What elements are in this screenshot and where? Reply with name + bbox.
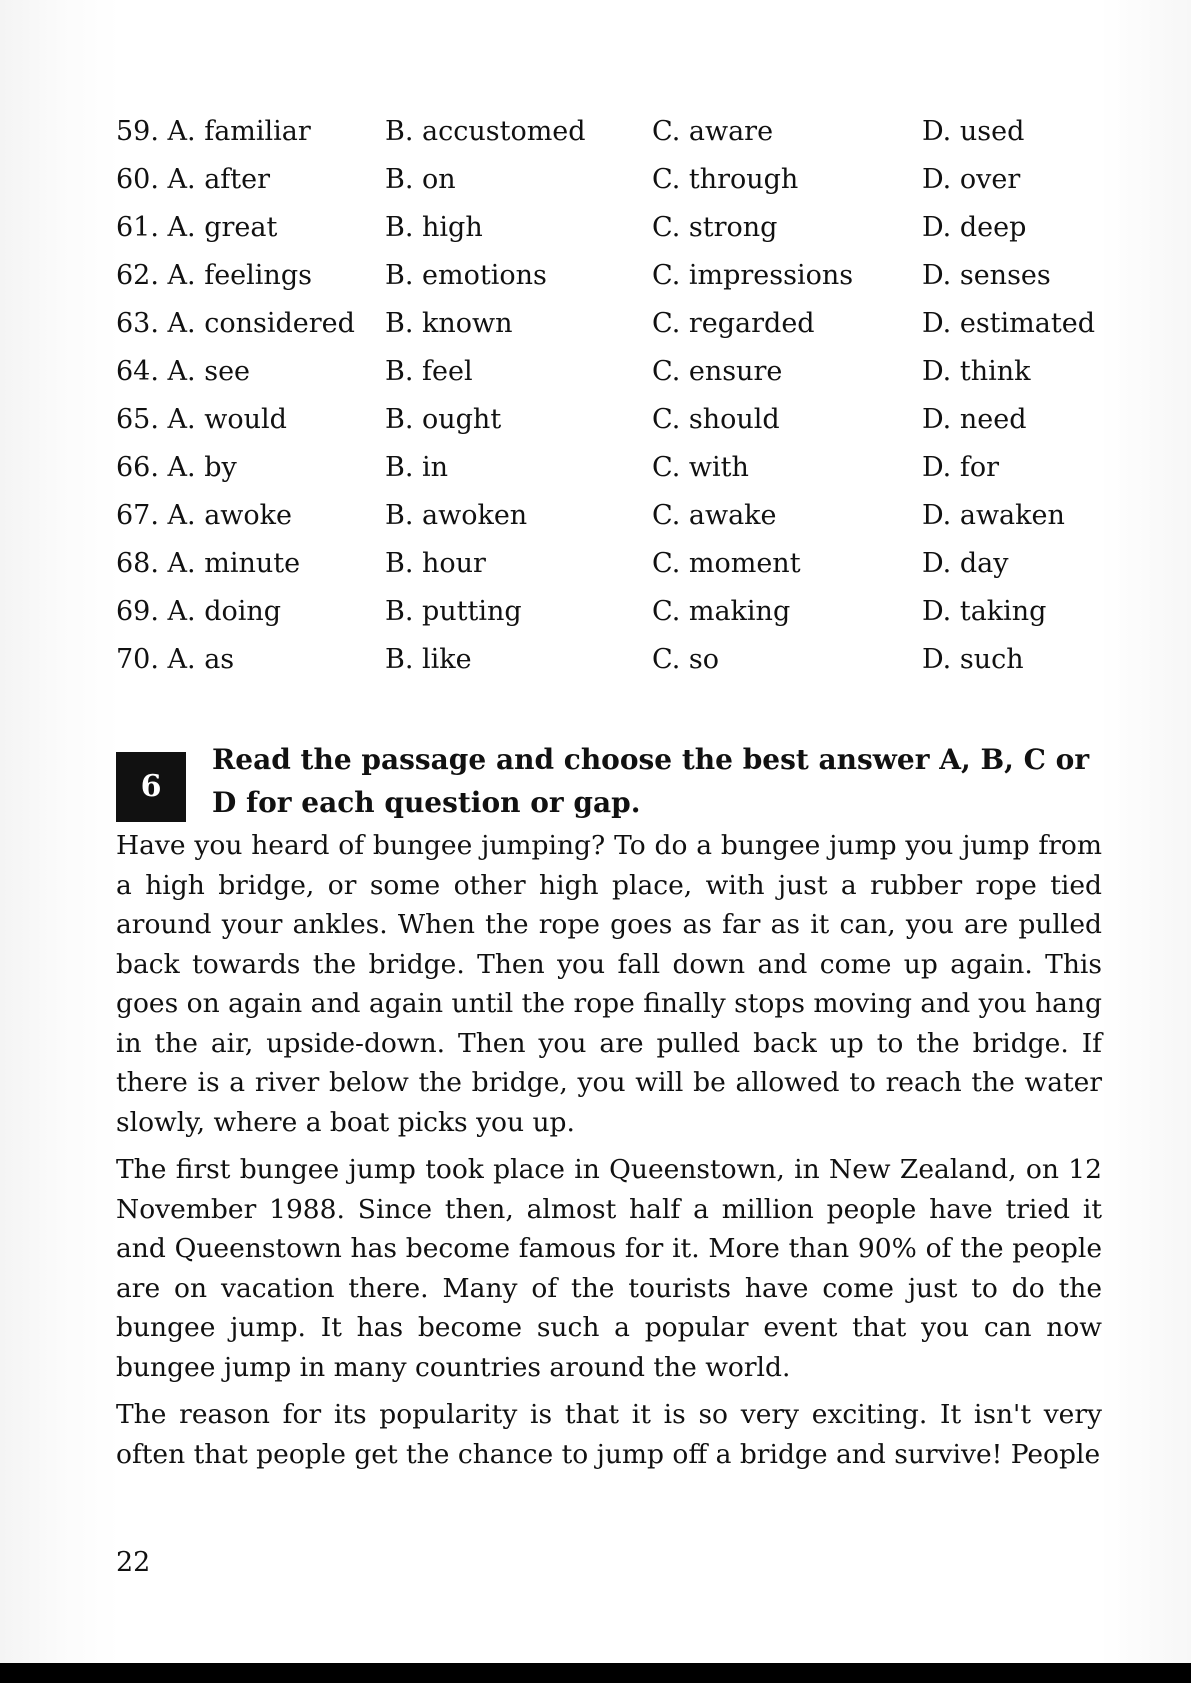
option-a: 59. A. familiar (116, 116, 311, 147)
answer-options-list (116, 108, 1116, 684)
option-b: B. emotions (385, 260, 547, 291)
option-a: 61. A. great (116, 212, 278, 243)
section-instruction: Read the passage and choose the best answer A, B, C or D for each question or gap. (212, 743, 1090, 819)
option-row-59 (116, 108, 1116, 156)
option-d: D. think (922, 356, 1031, 387)
option-b: B. known (385, 308, 513, 339)
option-row-65 (116, 396, 1116, 444)
option-c: C. aware (652, 116, 774, 147)
option-c: C. moment (652, 548, 801, 579)
option-d: D. for (922, 452, 1000, 483)
option-b: B. on (385, 164, 456, 195)
option-d: D. awaken (922, 500, 1065, 531)
option-a: 65. A. would (116, 404, 287, 435)
option-a: 66. A. by (116, 452, 237, 483)
option-a: 67. A. awoke (116, 500, 293, 531)
passage-paragraph: The reason for its popularity is that it is so very exciting. It isn't very often that people get the chance to jump off a bridge and survive! People (116, 1399, 1102, 1470)
option-a: 68. A. minute (116, 548, 301, 579)
scan-border (0, 1663, 1191, 1683)
option-d: D. such (922, 644, 1024, 675)
option-b: B. feel (385, 356, 473, 387)
option-d: D. used (922, 116, 1025, 147)
option-d: D. day (922, 548, 1009, 579)
option-b: B. like (385, 644, 472, 675)
option-row-62 (116, 252, 1116, 300)
option-c: C. regarded (652, 308, 815, 339)
option-b: B. ought (385, 404, 502, 435)
option-d: D. need (922, 404, 1027, 435)
option-c: C. with (652, 452, 749, 483)
option-row-68 (116, 540, 1116, 588)
reading-passage (116, 826, 1102, 1482)
option-a: 64. A. see (116, 356, 251, 387)
passage-paragraph: The first bungee jump took place in Queenstown, in New Zealand, on 12 November 1988. Since then, almost half a million people have tried it and Queenstown has become famous for it. More than 90% of the people are on vacation there. Many of the tourists have come just to do the bungee jump. It has become such a popular event that you can now bungee jump in many countries around the world. (116, 1154, 1102, 1383)
option-c: C. through (652, 164, 799, 195)
option-c: C. strong (652, 212, 778, 243)
option-b: B. putting (385, 596, 522, 627)
option-b: B. accustomed (385, 116, 586, 147)
option-row-70 (116, 636, 1116, 684)
option-d: D. over (922, 164, 1021, 195)
option-a: 70. A. as (116, 644, 235, 675)
option-d: D. estimated (922, 308, 1095, 339)
option-c: C. should (652, 404, 780, 435)
option-row-63 (116, 300, 1116, 348)
section-number-badge: 6 (116, 752, 186, 822)
option-row-64 (116, 348, 1116, 396)
passage-paragraph: Have you heard of bungee jumping? To do a bungee jump you jump from a high bridge, or some other high place, with just a rubber rope tied around your ankles. When the rope goes as far as it can, you are pulled back towards the bridge. Then you fall down and come up again. This goes on again and again until the rope finally stops moving and you hang in the air, upside-down. Then you are pulled back up to the bridge. If there is a river below the bridge, you will be allowed to reach the water slowly, where a boat picks you up. (116, 830, 1102, 1138)
option-b: B. awoken (385, 500, 528, 531)
option-row-61 (116, 204, 1116, 252)
option-b: B. high (385, 212, 483, 243)
option-c: C. ensure (652, 356, 783, 387)
option-row-60 (116, 156, 1116, 204)
option-b: B. hour (385, 548, 486, 579)
option-a: 60. A. after (116, 164, 271, 195)
option-c: C. making (652, 596, 791, 627)
option-d: D. taking (922, 596, 1047, 627)
option-row-66 (116, 444, 1116, 492)
option-c: C. so (652, 644, 719, 675)
option-a: 62. A. feelings (116, 260, 312, 291)
option-c: C. awake (652, 500, 777, 531)
option-d: D. deep (922, 212, 1027, 243)
option-b: B. in (385, 452, 449, 483)
option-a: 63. A. considered (116, 308, 355, 339)
option-c: C. impressions (652, 260, 854, 291)
option-d: D. senses (922, 260, 1051, 291)
option-row-69 (116, 588, 1116, 636)
option-a: 69. A. doing (116, 596, 282, 627)
page-number: 22 (116, 1547, 151, 1578)
option-row-67 (116, 492, 1116, 540)
